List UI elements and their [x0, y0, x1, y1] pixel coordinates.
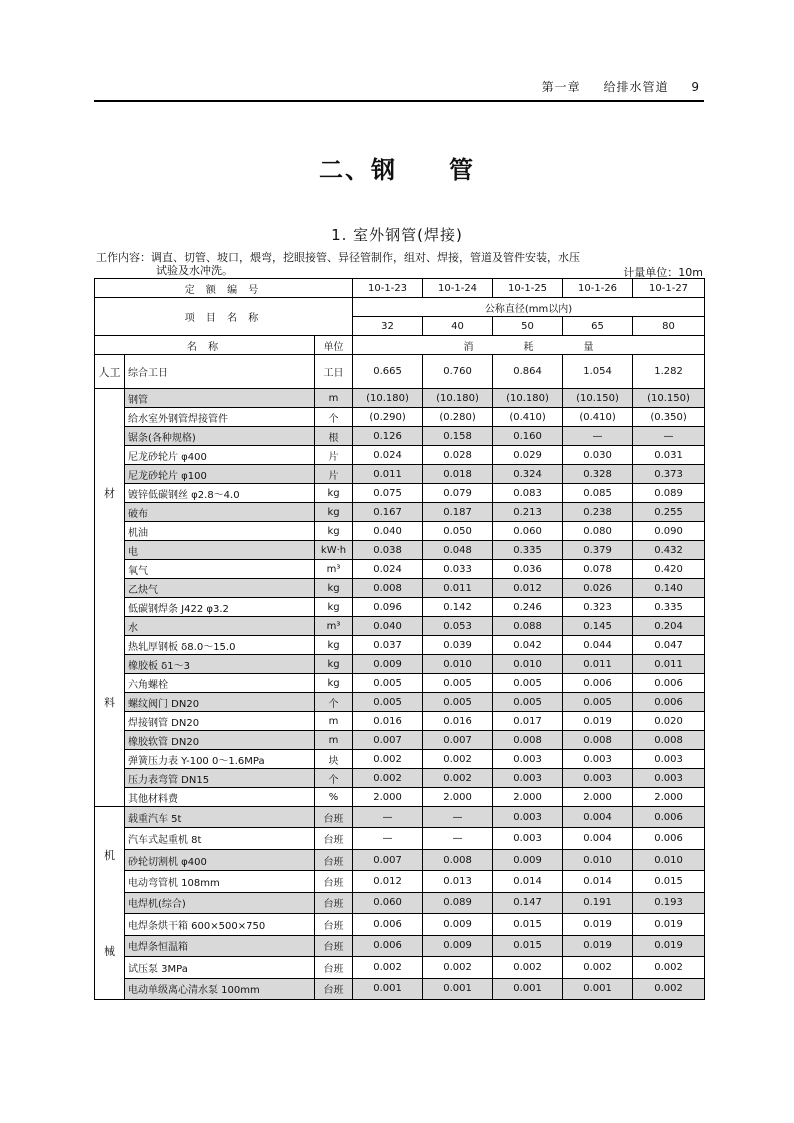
- material-row-name: 钢管: [125, 389, 315, 408]
- material-row-value: (10.180): [353, 389, 423, 408]
- machine-row-value: 0.019: [633, 935, 705, 956]
- material-row-value: 0.038: [353, 541, 423, 560]
- subsection-title: 1. 室外钢管(焊接): [331, 226, 463, 244]
- material-row-value: 0.017: [493, 712, 563, 731]
- diameter-label: 公称直径(mm以内): [353, 298, 705, 317]
- material-row-unit: kW·h: [315, 541, 353, 560]
- material-row-name: 低碳钢焊条 J422 φ3.2: [125, 598, 315, 617]
- labor-unit: 工日: [315, 355, 353, 389]
- machine-row: [95, 892, 705, 913]
- material-row-value: (10.150): [633, 389, 705, 408]
- material-row: [95, 579, 705, 598]
- material-row-value: 0.079: [423, 484, 493, 503]
- machine-row-value: 0.193: [633, 892, 705, 913]
- labor-value: 0.760: [423, 355, 493, 389]
- material-row-value: (10.180): [493, 389, 563, 408]
- material-row-value: 0.010: [423, 655, 493, 674]
- material-row: [95, 522, 705, 541]
- category-char: 械: [104, 945, 115, 958]
- material-row-value: 0.042: [493, 636, 563, 655]
- machine-row-value: 0.002: [563, 957, 633, 978]
- material-row-value: 0.005: [423, 693, 493, 712]
- material-row-value: 0.005: [353, 674, 423, 693]
- machine-row: [95, 828, 705, 849]
- material-row-value: 0.158: [423, 427, 493, 446]
- material-row-unit: kg: [315, 503, 353, 522]
- machine-row-value: 0.014: [493, 871, 563, 892]
- material-row-value: 0.060: [493, 522, 563, 541]
- page-header: [94, 72, 704, 102]
- material-row-value: 0.036: [493, 560, 563, 579]
- material-row-value: (0.410): [493, 408, 563, 427]
- machine-row: [95, 935, 705, 956]
- quota-table-body: [95, 279, 705, 1000]
- diameter-cell: 32: [353, 317, 423, 336]
- diameter-cell: 80: [633, 317, 705, 336]
- machine-row-unit: 台班: [315, 892, 353, 913]
- material-row-value: 0.002: [423, 769, 493, 788]
- material-row-value: 0.078: [563, 560, 633, 579]
- material-row-value: 0.028: [423, 446, 493, 465]
- diameter-cell: 65: [563, 317, 633, 336]
- labor-name: 综合工日: [125, 355, 315, 389]
- material-row-value: 0.048: [423, 541, 493, 560]
- material-row-unit: m: [315, 712, 353, 731]
- machine-row-value: 0.014: [563, 871, 633, 892]
- machine-row-value: 0.004: [563, 807, 633, 828]
- material-row-value: 0.053: [423, 617, 493, 636]
- machine-row-value: 0.006: [353, 935, 423, 956]
- material-row-value: 0.006: [633, 674, 705, 693]
- material-row-value: 0.005: [423, 674, 493, 693]
- material-row-value: 0.002: [353, 750, 423, 769]
- material-row-name: 尼龙砂轮片 φ100: [125, 465, 315, 484]
- material-row: [95, 484, 705, 503]
- labor-value: 0.665: [353, 355, 423, 389]
- material-row-name: 给水室外钢管焊接管件: [125, 408, 315, 427]
- material-row: [95, 693, 705, 712]
- machine-row-unit: 台班: [315, 828, 353, 849]
- machine-row-value: 0.001: [423, 978, 493, 1000]
- material-row-value: (0.280): [423, 408, 493, 427]
- machine-row-value: —: [353, 828, 423, 849]
- machine-row-name: 载重汽车 5t: [125, 807, 315, 828]
- machine-row-unit: 台班: [315, 849, 353, 870]
- machine-row-value: 0.006: [353, 914, 423, 935]
- machine-row-value: —: [353, 807, 423, 828]
- material-row-name: 氧气: [125, 560, 315, 579]
- material-row-unit: m: [315, 389, 353, 408]
- material-row-value: 0.088: [493, 617, 563, 636]
- material-row-value: 0.019: [563, 712, 633, 731]
- diameter-cell: 40: [423, 317, 493, 336]
- material-row-value: 0.031: [633, 446, 705, 465]
- name-column-header: 名 称: [95, 336, 315, 355]
- machine-row-value: 0.003: [493, 807, 563, 828]
- material-row-value: 0.379: [563, 541, 633, 560]
- machine-row-name: 电焊机(综合): [125, 892, 315, 913]
- materials-category: [95, 389, 125, 807]
- material-row-value: 0.029: [493, 446, 563, 465]
- material-row: [95, 674, 705, 693]
- material-row-value: 0.005: [563, 693, 633, 712]
- column-header-row: [95, 336, 705, 355]
- material-row: [95, 465, 705, 484]
- material-row-value: 0.016: [423, 712, 493, 731]
- machine-row-name: 汽车式起重机 8t: [125, 828, 315, 849]
- material-row-unit: 个: [315, 693, 353, 712]
- material-row-value: —: [633, 427, 705, 446]
- material-row-unit: kg: [315, 674, 353, 693]
- machine-row-value: 0.002: [423, 957, 493, 978]
- machine-row-value: 0.147: [493, 892, 563, 913]
- material-row-value: 0.050: [423, 522, 493, 541]
- material-row-unit: 片: [315, 446, 353, 465]
- category-char: 料: [104, 695, 115, 709]
- consumption-header: 消 耗 量: [353, 336, 705, 355]
- machine-row: [95, 978, 705, 1000]
- material-row-value: 0.005: [493, 693, 563, 712]
- material-row-unit: 个: [315, 769, 353, 788]
- section-title-part-a: 二、钢: [319, 155, 397, 184]
- machines-category: [95, 807, 125, 1000]
- section-title: [0, 150, 794, 185]
- material-row-name: 热轧厚钢板 δ8.0～15.0: [125, 636, 315, 655]
- material-row-value: 2.000: [423, 788, 493, 807]
- section-title-part-b: 管: [449, 155, 475, 184]
- machine-row-unit: 台班: [315, 914, 353, 935]
- material-row-value: 0.090: [633, 522, 705, 541]
- material-row-value: 0.003: [493, 750, 563, 769]
- material-row-name: 压力表弯管 DN15: [125, 769, 315, 788]
- material-row-value: 0.039: [423, 636, 493, 655]
- page-number: 9: [691, 80, 700, 94]
- material-row: [95, 598, 705, 617]
- material-row-value: 0.018: [423, 465, 493, 484]
- material-row-unit: m³: [315, 617, 353, 636]
- material-row-value: 0.009: [353, 655, 423, 674]
- material-row-name: 六角螺栓: [125, 674, 315, 693]
- header-right: [524, 78, 700, 95]
- material-row-name: 螺纹阀门 DN20: [125, 693, 315, 712]
- material-row-unit: kg: [315, 484, 353, 503]
- material-row-value: 0.238: [563, 503, 633, 522]
- material-row-value: —: [563, 427, 633, 446]
- material-row-value: 0.003: [633, 750, 705, 769]
- material-row-value: 0.255: [633, 503, 705, 522]
- machine-row: [95, 957, 705, 978]
- material-row-value: 0.007: [353, 731, 423, 750]
- diameter-label-row: [95, 298, 705, 317]
- machine-row-value: —: [423, 828, 493, 849]
- material-row-value: 0.008: [633, 731, 705, 750]
- material-row-unit: m: [315, 731, 353, 750]
- material-row-value: (0.410): [563, 408, 633, 427]
- material-row: [95, 560, 705, 579]
- material-row-unit: 片: [315, 465, 353, 484]
- work-content: [96, 251, 706, 277]
- machine-row-name: 电动单级离心清水泵 100mm: [125, 978, 315, 1000]
- machine-row-value: 0.006: [633, 828, 705, 849]
- material-row-value: 0.033: [423, 560, 493, 579]
- machine-row-value: 0.002: [633, 957, 705, 978]
- material-row-value: (0.350): [633, 408, 705, 427]
- material-row: [95, 446, 705, 465]
- category-char: 材: [104, 487, 115, 501]
- material-row-name: 镀锌低碳钢丝 φ2.8～4.0: [125, 484, 315, 503]
- material-row-value: 0.020: [633, 712, 705, 731]
- material-row-value: 0.006: [633, 693, 705, 712]
- material-row-value: 2.000: [633, 788, 705, 807]
- measure-unit: 计量单位：10m: [623, 266, 703, 279]
- category-char: 机: [104, 849, 115, 862]
- material-row-value: 0.026: [563, 579, 633, 598]
- material-row-name: 橡胶软管 DN20: [125, 731, 315, 750]
- material-row-value: 0.012: [493, 579, 563, 598]
- material-row-value: 0.044: [563, 636, 633, 655]
- material-row: [95, 750, 705, 769]
- material-row-value: 0.140: [633, 579, 705, 598]
- material-row-value: 0.373: [633, 465, 705, 484]
- material-row-value: (10.180): [423, 389, 493, 408]
- material-row-value: 0.010: [493, 655, 563, 674]
- material-row-value: 0.003: [633, 769, 705, 788]
- machine-row-name: 砂轮切割机 φ400: [125, 849, 315, 870]
- material-row-value: 0.011: [563, 655, 633, 674]
- machine-row-value: 0.191: [563, 892, 633, 913]
- material-row-name: 水: [125, 617, 315, 636]
- machine-row-value: 0.010: [633, 849, 705, 870]
- material-row-name: 破布: [125, 503, 315, 522]
- material-row-unit: m³: [315, 560, 353, 579]
- material-row-value: 0.002: [423, 750, 493, 769]
- material-row-value: 0.007: [423, 731, 493, 750]
- material-row-unit: 根: [315, 427, 353, 446]
- machine-row-value: 0.010: [563, 849, 633, 870]
- material-row-value: 2.000: [353, 788, 423, 807]
- material-row-value: 0.324: [493, 465, 563, 484]
- machine-row-name: 试压泵 3MPa: [125, 957, 315, 978]
- material-row-name: 电: [125, 541, 315, 560]
- material-row-value: 0.187: [423, 503, 493, 522]
- material-row-value: 0.011: [633, 655, 705, 674]
- material-row-value: 0.040: [353, 617, 423, 636]
- machine-row-value: 0.001: [493, 978, 563, 1000]
- machine-row-unit: 台班: [315, 935, 353, 956]
- work-content-line2: 试验及水冲洗。: [156, 264, 233, 277]
- labor-value: 1.282: [633, 355, 705, 389]
- machine-row-value: 0.003: [493, 828, 563, 849]
- machine-row: [95, 807, 705, 828]
- material-row-value: 0.420: [633, 560, 705, 579]
- material-row-name: 焊接钢管 DN20: [125, 712, 315, 731]
- machine-row-value: —: [423, 807, 493, 828]
- material-row-unit: kg: [315, 655, 353, 674]
- material-row-value: 0.075: [353, 484, 423, 503]
- material-row-value: 0.011: [423, 579, 493, 598]
- machine-row: [95, 849, 705, 870]
- material-row: [95, 408, 705, 427]
- machine-row-value: 0.015: [493, 914, 563, 935]
- material-row-unit: %: [315, 788, 353, 807]
- material-row-value: 2.000: [493, 788, 563, 807]
- machine-row-value: 0.002: [633, 978, 705, 1000]
- material-row-value: 0.328: [563, 465, 633, 484]
- machine-row-value: 0.007: [353, 849, 423, 870]
- material-row-unit: kg: [315, 522, 353, 541]
- material-row-value: (10.150): [563, 389, 633, 408]
- material-row-value: 0.003: [563, 769, 633, 788]
- material-row: [95, 655, 705, 674]
- material-row-name: 弹簧压力表 Y-100 0～1.6MPa: [125, 750, 315, 769]
- material-row-value: 0.006: [563, 674, 633, 693]
- material-row: [95, 617, 705, 636]
- machine-row-value: 0.009: [423, 935, 493, 956]
- code-row: [95, 279, 705, 298]
- machine-row-value: 0.001: [563, 978, 633, 1000]
- material-row: [95, 636, 705, 655]
- material-row-value: 0.003: [493, 769, 563, 788]
- material-row-value: 0.030: [563, 446, 633, 465]
- machine-row-value: 0.015: [633, 871, 705, 892]
- machine-row-name: 电动弯管机 108mm: [125, 871, 315, 892]
- material-row-unit: kg: [315, 598, 353, 617]
- material-row-value: 0.160: [493, 427, 563, 446]
- material-row-value: 0.024: [353, 446, 423, 465]
- material-row-value: (0.290): [353, 408, 423, 427]
- material-row-value: 0.083: [493, 484, 563, 503]
- material-row-unit: kg: [315, 579, 353, 598]
- material-row: [95, 769, 705, 788]
- material-row-name: 机油: [125, 522, 315, 541]
- material-row-value: 0.040: [353, 522, 423, 541]
- labor-value: 0.864: [493, 355, 563, 389]
- material-row-value: 0.096: [353, 598, 423, 617]
- material-row-value: 0.085: [563, 484, 633, 503]
- material-row-value: 0.002: [353, 769, 423, 788]
- machine-row-name: 电焊条恒温箱: [125, 935, 315, 956]
- material-row-value: 0.003: [563, 750, 633, 769]
- code-cell: 10-1-25: [493, 279, 563, 298]
- machine-row-value: 0.004: [563, 828, 633, 849]
- material-row: [95, 712, 705, 731]
- material-row: [95, 503, 705, 522]
- material-row-value: 0.167: [353, 503, 423, 522]
- material-row-value: 0.024: [353, 560, 423, 579]
- material-row-unit: 个: [315, 408, 353, 427]
- material-row: [95, 788, 705, 807]
- material-row: [95, 427, 705, 446]
- material-row-value: 0.008: [563, 731, 633, 750]
- machine-row-value: 0.012: [353, 871, 423, 892]
- machine-row: [95, 914, 705, 935]
- material-row-value: 0.335: [493, 541, 563, 560]
- material-row-name: 尼龙砂轮片 φ400: [125, 446, 315, 465]
- machine-row-value: 0.015: [493, 935, 563, 956]
- material-row-value: 0.142: [423, 598, 493, 617]
- machine-row-value: 0.089: [423, 892, 493, 913]
- material-row-value: 0.005: [493, 674, 563, 693]
- machine-row: [95, 871, 705, 892]
- machine-row-value: 0.060: [353, 892, 423, 913]
- item-label: 项 目 名 称: [95, 298, 353, 336]
- machine-row-value: 0.002: [493, 957, 563, 978]
- machine-row-value: 0.001: [353, 978, 423, 1000]
- machine-row-value: 0.019: [563, 914, 633, 935]
- material-row-value: 0.005: [353, 693, 423, 712]
- machine-row-unit: 台班: [315, 957, 353, 978]
- material-row: [95, 541, 705, 560]
- labor-value: 1.054: [563, 355, 633, 389]
- material-row-value: 0.016: [353, 712, 423, 731]
- material-row-value: 0.080: [563, 522, 633, 541]
- material-row-value: 0.204: [633, 617, 705, 636]
- machine-row-value: 0.019: [563, 935, 633, 956]
- material-row-value: 0.089: [633, 484, 705, 503]
- material-row-value: 0.037: [353, 636, 423, 655]
- material-row: [95, 731, 705, 750]
- material-row-unit: kg: [315, 636, 353, 655]
- labor-row: [95, 355, 705, 389]
- code-label: 定 额 编 号: [95, 279, 353, 298]
- code-cell: 10-1-27: [633, 279, 705, 298]
- machine-row-unit: 台班: [315, 978, 353, 1000]
- material-row-value: 0.246: [493, 598, 563, 617]
- code-cell: 10-1-23: [353, 279, 423, 298]
- unit-column-header: 单位: [315, 336, 353, 355]
- material-row-name: 乙炔气: [125, 579, 315, 598]
- material-row-value: 0.432: [633, 541, 705, 560]
- material-row-value: 0.011: [353, 465, 423, 484]
- machine-row-value: 0.009: [423, 914, 493, 935]
- code-cell: 10-1-26: [563, 279, 633, 298]
- material-row-value: 0.335: [633, 598, 705, 617]
- machine-row-unit: 台班: [315, 871, 353, 892]
- material-row-value: 2.000: [563, 788, 633, 807]
- labor-category: 人工: [95, 355, 125, 389]
- material-row-value: 0.008: [353, 579, 423, 598]
- material-row-name: 橡胶板 δ1～3: [125, 655, 315, 674]
- work-content-line1: 工作内容：调直、切管、坡口，煨弯，挖眼接管、异径管制作，组对、焊接，管道及管件安装，水压: [96, 251, 580, 264]
- material-row-value: 0.008: [493, 731, 563, 750]
- machine-row-value: 0.006: [633, 807, 705, 828]
- machine-row-name: 电焊条烘干箱 600×500×750: [125, 914, 315, 935]
- material-row-value: 0.323: [563, 598, 633, 617]
- material-row-value: 0.145: [563, 617, 633, 636]
- chapter-label: 第一章: [541, 80, 581, 94]
- material-row-name: 锯条(各种规格): [125, 427, 315, 446]
- diameter-cell: 50: [493, 317, 563, 336]
- chapter-title: 给排水管道: [603, 80, 669, 94]
- machine-row-value: 0.019: [633, 914, 705, 935]
- material-row-value: 0.047: [633, 636, 705, 655]
- machine-row-value: 0.013: [423, 871, 493, 892]
- material-row-value: 0.126: [353, 427, 423, 446]
- quota-table: [94, 278, 705, 1000]
- material-row: [95, 389, 705, 408]
- code-cell: 10-1-24: [423, 279, 493, 298]
- machine-row-value: 0.008: [423, 849, 493, 870]
- machine-row-value: 0.009: [493, 849, 563, 870]
- material-row-value: 0.213: [493, 503, 563, 522]
- machine-row-value: 0.002: [353, 957, 423, 978]
- machine-row-unit: 台班: [315, 807, 353, 828]
- material-row-name: 其他材料费: [125, 788, 315, 807]
- material-row-unit: 块: [315, 750, 353, 769]
